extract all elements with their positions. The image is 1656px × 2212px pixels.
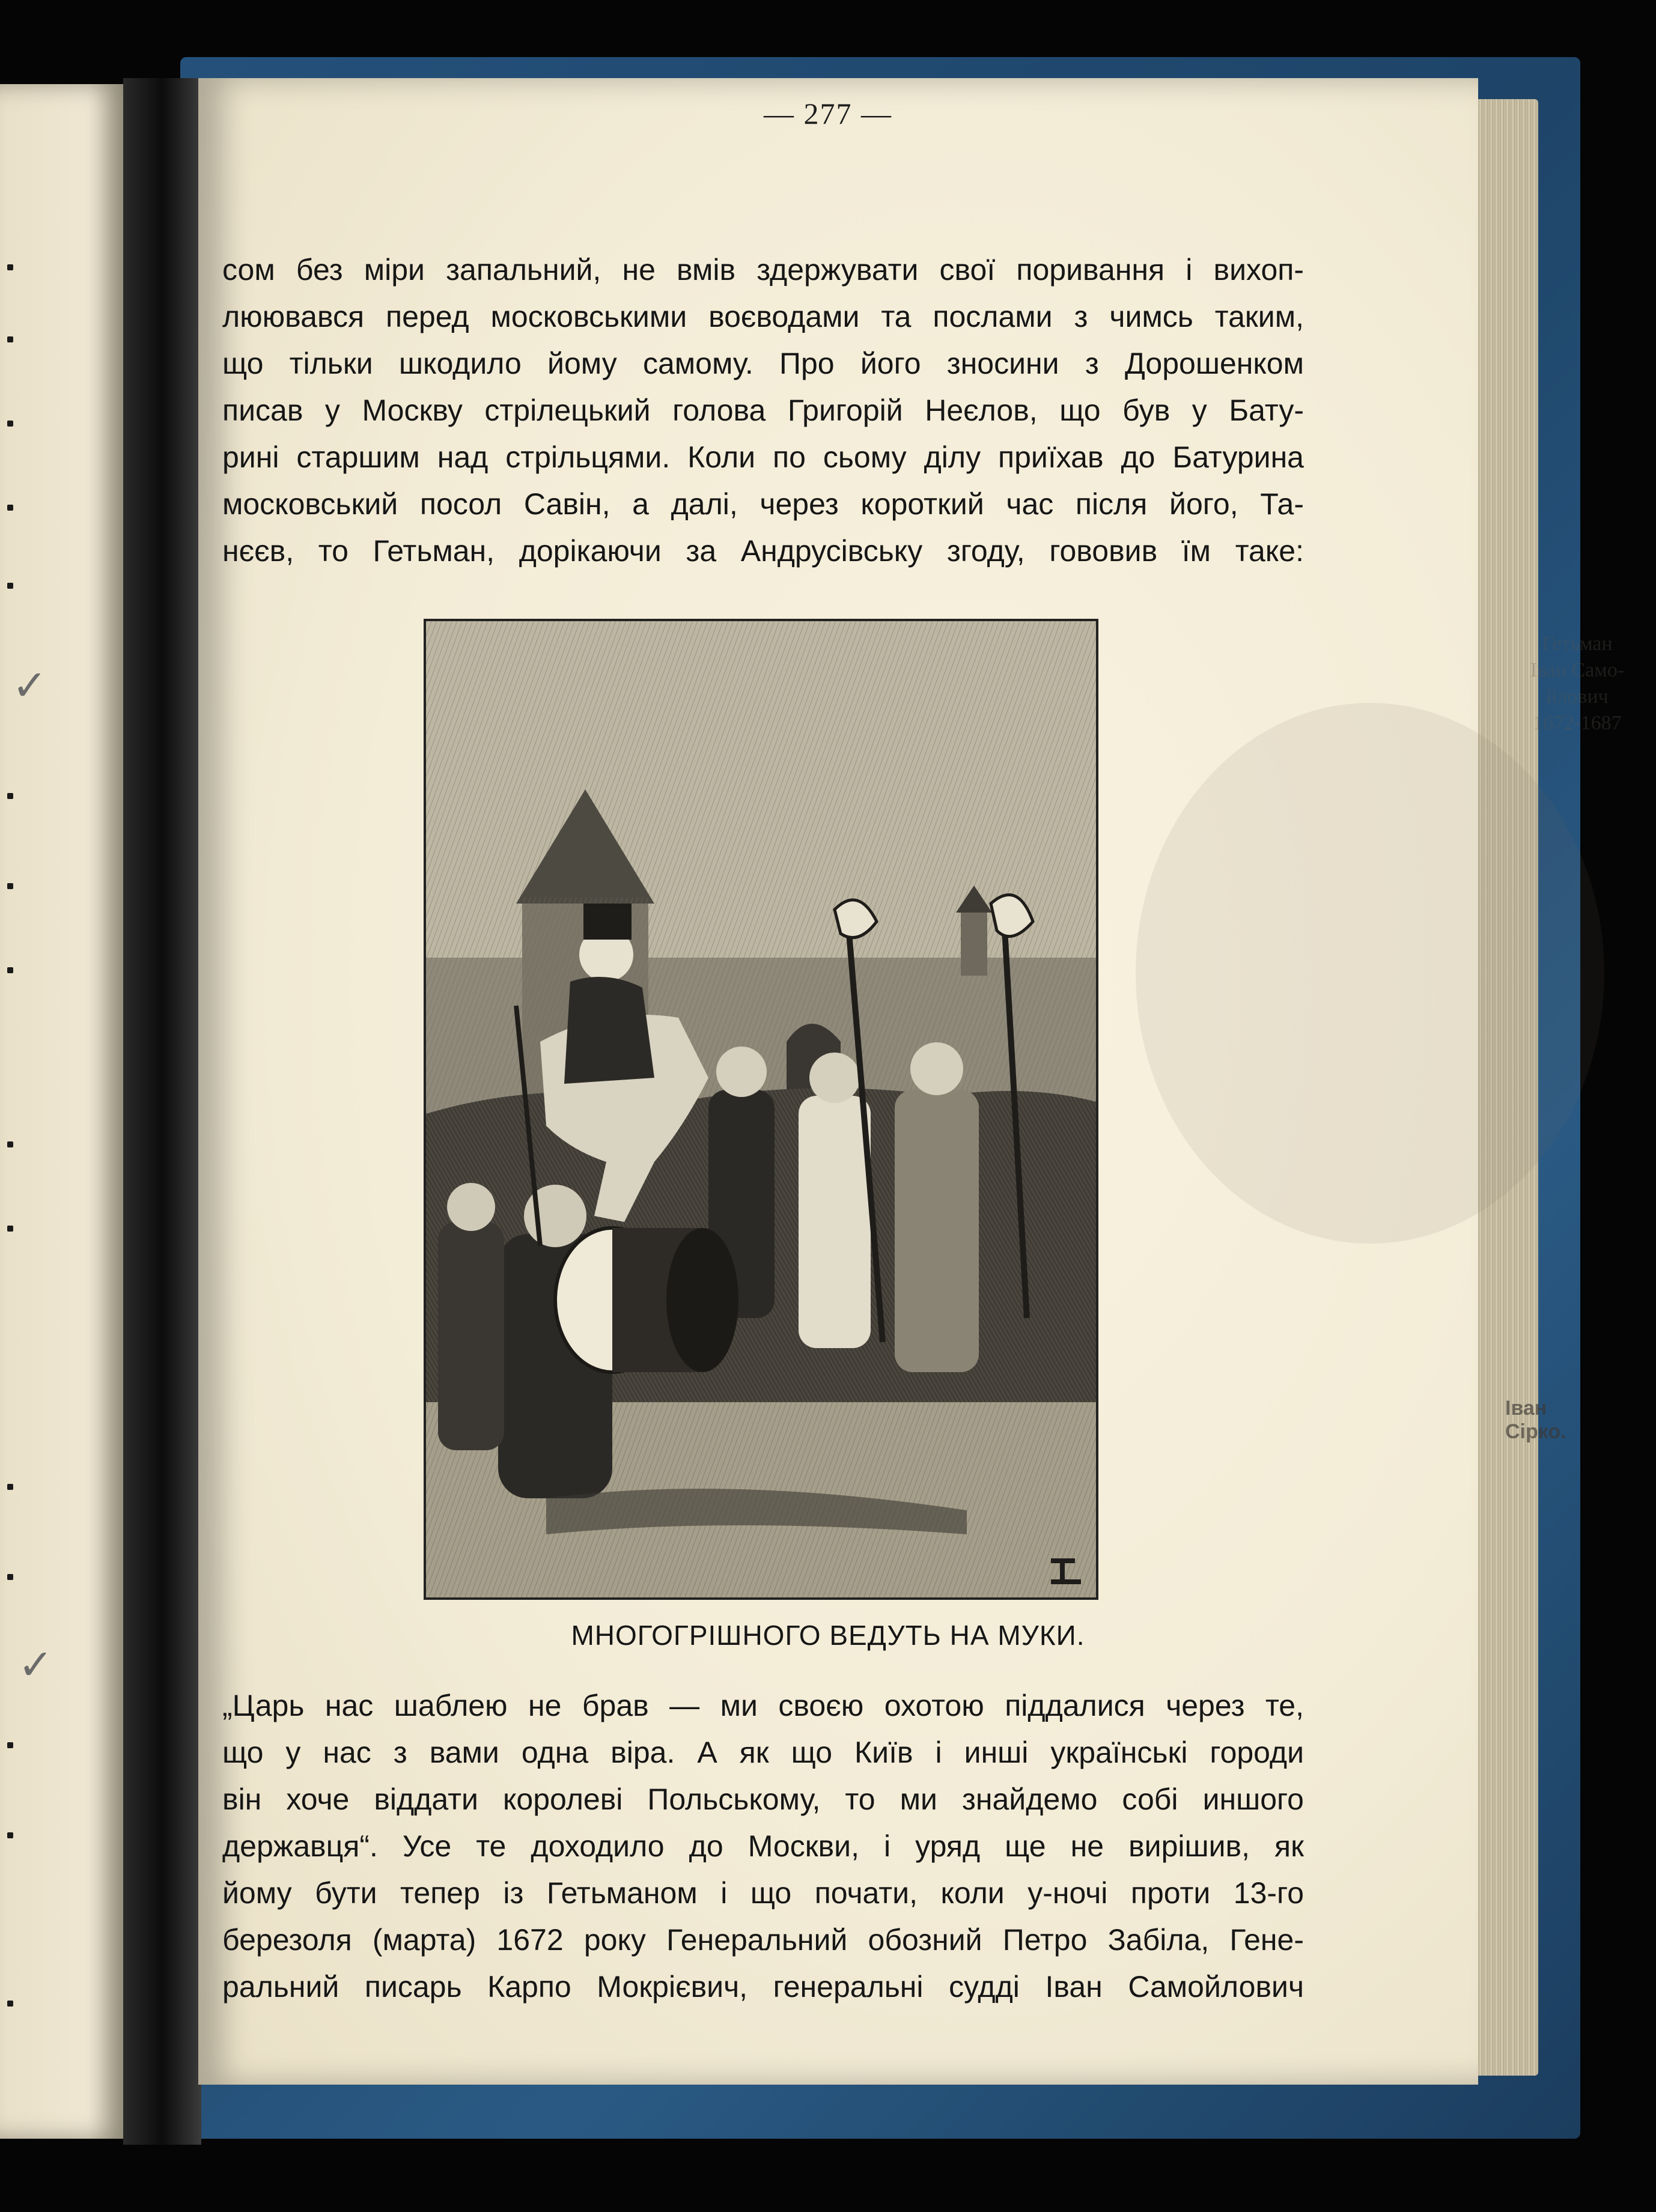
margin-mark (7, 967, 13, 973)
margin-mark (7, 421, 13, 427)
margin-mark (7, 2001, 13, 2007)
illustration-caption: МНОГОГРІШНОГО ВЕДУТЬ НА МУКИ. (571, 1620, 1085, 1651)
page-number: — 277 — (764, 97, 892, 130)
side-note-line: 1672-1687 (1533, 712, 1622, 734)
bleed-through-name: Іван Сірко. (1505, 1397, 1566, 1443)
text-line: рині старшим над стрільцями. Коли по сьому ділу приїхав до Батурина (222, 440, 1304, 474)
paragraph-top (222, 246, 1304, 574)
side-note-line: йлович (1546, 685, 1609, 708)
margin-mark (7, 336, 13, 342)
left-facing-page (0, 84, 126, 2139)
margin-mark (7, 883, 13, 889)
text-line: він хоче віддати королеві Польському, то ми знайдемо собі иншого (222, 1782, 1304, 1816)
engraving-drawing (426, 621, 1096, 1597)
margin-mark (7, 793, 13, 799)
margin-mark (7, 1141, 13, 1147)
margin-mark (7, 1742, 13, 1748)
text-line: московський посол Савін, а далі, через короткий час після його, Та- (222, 487, 1304, 521)
text-line: йому бути тепер із Гетьманом і що почати, коли у-ночі проти 13-го (222, 1876, 1304, 1910)
pencil-check-mark: ✓ (18, 1640, 53, 1689)
bleed-through-side-note (1499, 631, 1655, 737)
margin-mark (7, 1226, 13, 1232)
margin-mark (7, 1574, 13, 1580)
side-note-line: Іван Само- (1530, 659, 1625, 681)
margin-mark (7, 583, 13, 589)
text-line: що тільки шкодило йому самому. Про його зносини з Дорошенком (222, 347, 1304, 380)
paragraph-bottom (222, 1682, 1304, 2010)
text-line: нєєв, то Гетьман, дорікаючи за Андрусівську згоду, гововив їм таке: (222, 534, 1304, 568)
margin-mark (7, 1484, 13, 1490)
text-line: березоля (марта) 1672 року Генеральний обозний Петро Забіла, Гене- (222, 1923, 1304, 1957)
margin-mark (7, 264, 13, 270)
side-note-line: Гетьман (1542, 633, 1613, 655)
book-gutter (123, 78, 201, 2145)
margin-mark (7, 505, 13, 511)
text-line: сом без міри запальний, не вмів здержувати свої поривання і вихоп- (222, 253, 1304, 287)
text-line: писав у Москву стрілецький голова Григорій Неєлов, що був у Бату- (222, 393, 1304, 427)
pencil-check-mark: ✓ (12, 661, 47, 710)
text-line: що у нас з вами одна віра. А як що Київ і инші українські городи (222, 1736, 1304, 1769)
engraving-illustration (424, 619, 1098, 1600)
margin-mark (7, 1832, 13, 1838)
text-line: люювався перед московськими воєводами та послами з чимсь таким, (222, 300, 1304, 333)
text-line: державця“. Усе те доходило до Москви, і уряд ще не вирішив, як (222, 1829, 1304, 1863)
bleed-through-portrait (1136, 703, 1604, 1244)
text-line: „Царь нас шаблею не брав — ми своєю охотою піддалися через те, (222, 1689, 1304, 1722)
text-line: ральний писарь Карпо Мокрієвич, генеральні судді Іван Самойлович (222, 1970, 1304, 2004)
